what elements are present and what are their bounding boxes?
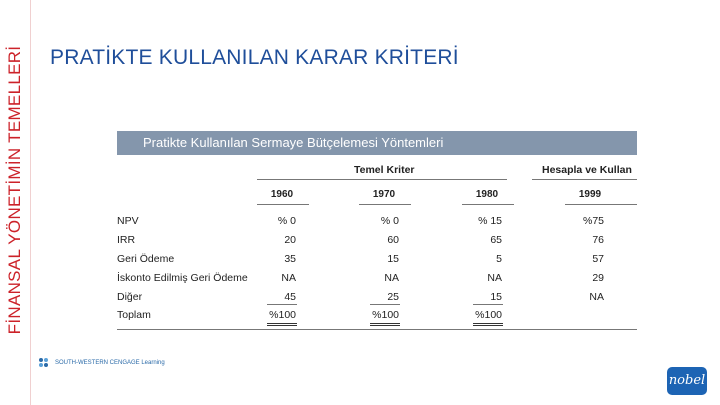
group-header-hesapla: Hesapla ve Kullan [542,164,632,176]
table-cell: %100 [372,309,399,321]
table-cell: 57 [592,253,604,265]
table-cell: 15 [387,253,399,265]
table-bottom-rule [117,329,637,330]
sum-line [267,304,297,305]
table-cell: 45 [284,291,296,303]
year-1999: 1999 [578,189,602,200]
total-double-underline [473,323,503,326]
year-1980: 1980 [475,189,499,200]
row-label: İskonto Edilmiş Geri Ödeme [117,272,248,284]
total-double-underline [370,323,400,326]
row-label: IRR [117,234,136,246]
sidebar [0,0,31,405]
group-underline [257,179,507,180]
table-cell: NA [487,272,502,284]
table-cell: 15 [490,291,502,303]
row-label: Toplam [117,309,151,321]
table-cell: NA [281,272,296,284]
year-underline [565,204,637,205]
slide-title: PRATİKTE KULLANILAN KARAR KRİTERİ [50,46,459,69]
cengage-icon [38,357,52,369]
table-cell: 60 [387,234,399,246]
row-label: Geri Ödeme [117,253,175,265]
table-cell: % 0 [380,215,399,227]
table-cell: 25 [387,291,399,303]
table-cell: 29 [592,272,604,284]
total-double-underline [267,323,297,326]
table-cell: %100 [475,309,502,321]
nobel-logo: nobel [667,367,707,395]
year-underline [359,204,411,205]
table-cell: % 15 [478,215,502,227]
group-underline [532,179,637,180]
table-cell: 76 [592,234,604,246]
year-1960: 1960 [270,189,294,200]
table-cell: NA [384,272,399,284]
sum-line [370,304,400,305]
table-cell: 5 [496,253,502,265]
row-label: NPV [117,215,139,227]
table-cell: NA [589,291,604,303]
table-cell: % 0 [277,215,296,227]
table-caption: Pratikte Kullanılan Sermaye Bütçelemesi Yöntemleri [117,131,637,155]
year-underline [257,204,309,205]
publisher-logo-text: SOUTH-WESTERN CENGAGE Learning [55,359,165,366]
data-table [117,131,637,336]
table-cell: %75 [582,215,604,227]
group-header-temel: Temel Kriter [354,164,415,176]
sum-line [473,304,503,305]
row-label: Diğer [117,291,143,303]
south-western-logo [38,357,165,369]
table-cell: 35 [284,253,296,265]
sidebar-label: FİNANSAL YÖNETİMİN TEMELLERİ [5,45,24,335]
table-cell: 65 [490,234,502,246]
year-underline [462,204,514,205]
year-1970: 1970 [372,189,396,200]
table-cell: 20 [284,234,296,246]
table-cell: %100 [269,309,296,321]
